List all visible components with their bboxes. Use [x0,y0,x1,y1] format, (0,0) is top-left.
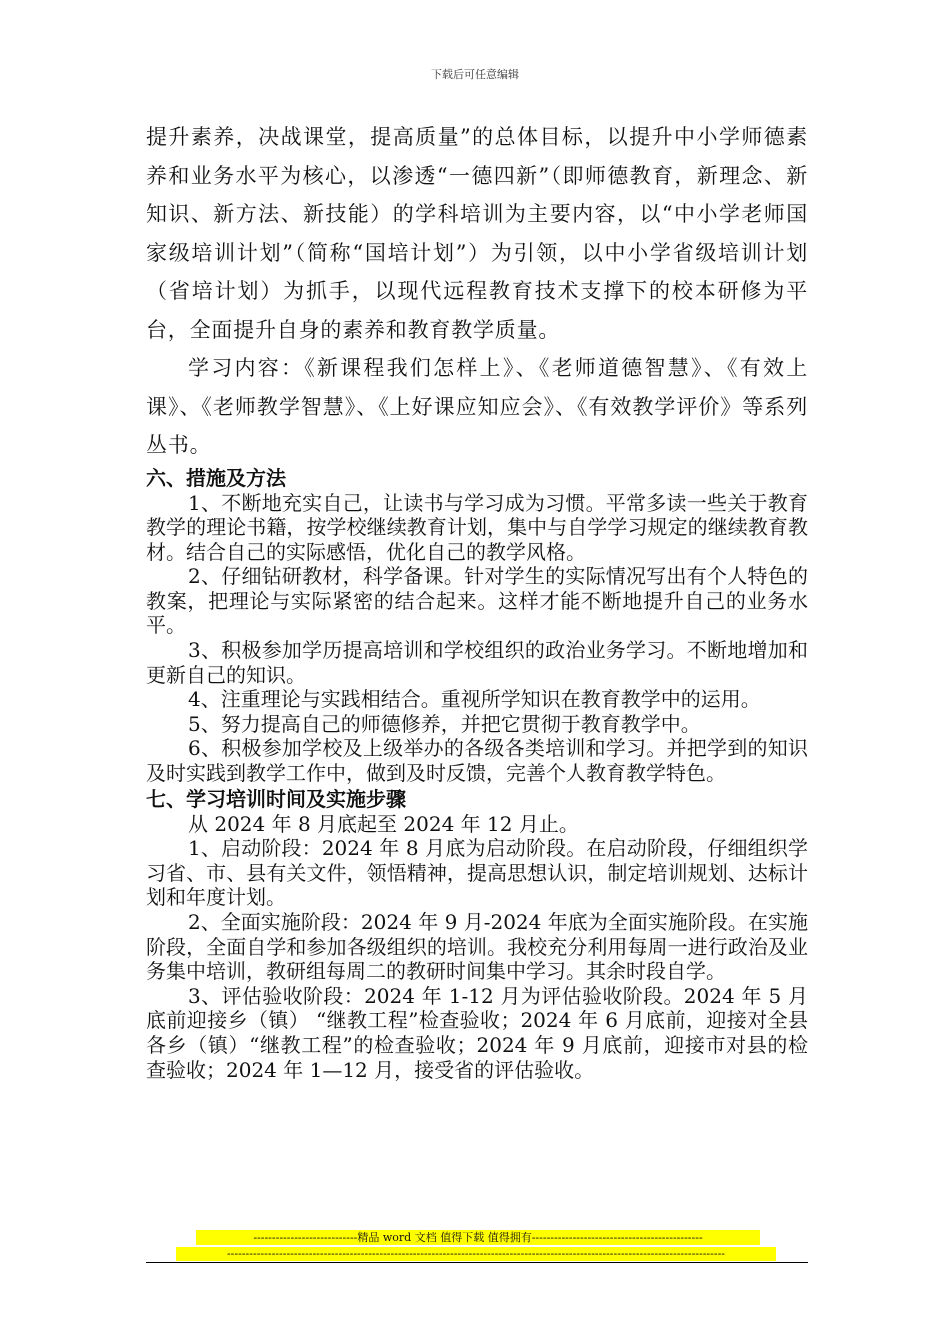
footer-rule [146,1262,808,1263]
section7-item: 1、启动阶段：2024 年 8 月底为启动阶段。在启动阶段，仔细组织学习省、市、县有关文件，领悟精神，提高思想认识，制定培训规划、达标计划和年度计划。 [146,836,808,910]
footer-banner-line1: ----------------------------精品 word 文档 值得下载 值得拥有---------------------------------------------- [196,1230,760,1245]
page-header: 下载后可任意编辑 [431,68,519,81]
section6-heading: 六、措施及方法 [146,465,286,490]
document-body [146,118,808,1082]
intro-paragraph: 提升素养，决战课堂，提高质量”的总体目标，以提升中小学师德素养和业务水平为核心，以渗透“一德四新”（即师德教育，新理念、新知识、新方法、新技能）的学科培训为主要内容，以“中小学老师国家级培训计划”（简称“国培计划”）为引领，以中小学省级培训计划（省培计划）为抓手，以现代远程教育技术支撑下的校本研修为平台，全面提升自身的素养和教育教学质量。 [146,125,808,342]
section7-item: 2、全面实施阶段：2024 年 9 月-2024 年底为全面实施阶段。在实施阶段，全面自学和参加各级组织的培训。我校充分利用每周一进行政治及业务集中培训，教研组每周二的教研时间集中学习。其余时段自学。 [146,910,808,984]
section6-item: 3、积极参加学历提高培训和学校组织的政治业务学习。不断地增加和更新自己的知识。 [146,638,808,687]
section7-item: 3、评估验收阶段：2024 年 1-12 月为评估验收阶段。2024 年 5 月底前迎接乡（镇） “继教工程”检查验收；2024 年 6 月底前，迎接对全县各乡（镇）“继教工程”的检查验收；2024 年 9 月底前，迎接市对县的检查验收；2024 年 1—12 月，接受省的评估验收。 [146,983,808,1082]
section6-item: 5、努力提高自己的师德修养，并把它贯彻于教育教学中。 [188,711,701,736]
section6-item: 1、不断地充实自己，让读书与学习成为习惯。平常多读一些关于教育教学的理论书籍，按学校继续教育计划，集中与自学学习规定的继续教育教材。结合自己的实际感悟，优化自己的教学风格。 [146,490,808,564]
section6-item: 4、注重理论与实践相结合。重视所学知识在教育教学中的运用。 [188,687,761,712]
section7-heading: 七、学习培训时间及实施步骤 [146,786,406,811]
footer-banner-line2: -------------------------------------------------------------------------------------------------------------------------------------- [176,1247,776,1261]
section7-item: 从 2024 年 8 月底起至 2024 年 12 月止。 [188,811,579,836]
section6-item: 2、仔细钻研教材，科学备课。针对学生的实际情况写出有个人特色的教案，把理论与实际紧密的结合起来。这样才能不断地提升自己的业务水平。 [146,564,808,638]
section6-item: 6、积极参加学校及上级举办的各级各类培训和学习。并把学到的知识及时实践到教学工作中，做到及时反馈，完善个人教育教学特色。 [146,736,808,786]
study-content-paragraph: 学习内容：《新课程我们怎样上》、《老师道德智慧》、《有效上课》、《老师教学智慧》、《上好课应知应会》、《有效教学评价》等系列丛书。 [146,356,808,457]
